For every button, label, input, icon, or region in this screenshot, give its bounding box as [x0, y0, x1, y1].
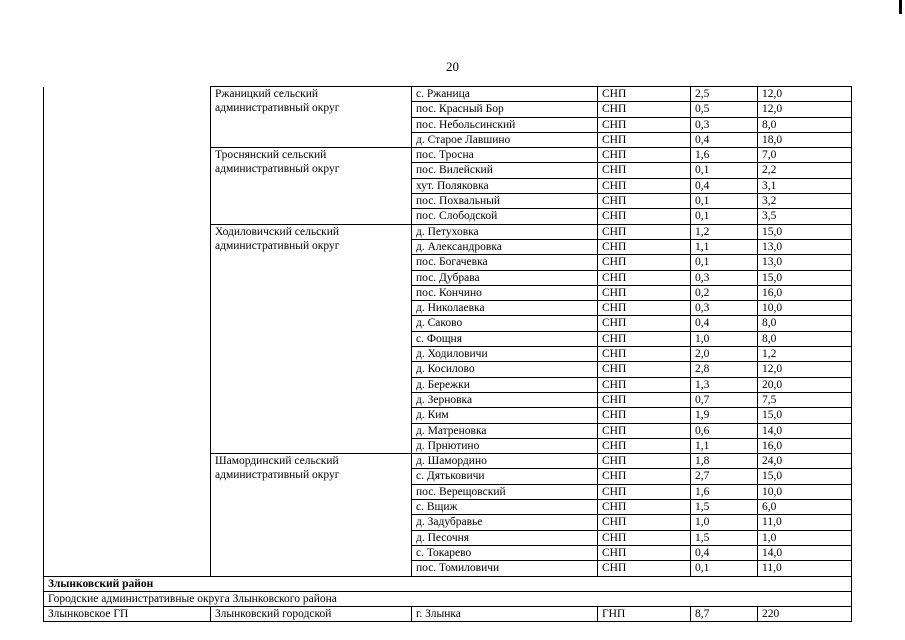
population-cell: 6,0: [758, 500, 852, 515]
population-cell: 15,0: [758, 224, 852, 239]
type-cell: СНП: [598, 454, 691, 469]
settlement-cell: пос. Слободской: [412, 209, 598, 224]
type-cell: СНП: [598, 377, 691, 392]
settlement-cell: д. Косилово: [412, 362, 598, 377]
gp-cell: Злынковское ГП: [44, 607, 211, 622]
area-cell: 0,4: [691, 545, 758, 560]
settlement-cell: д. Саково: [412, 316, 598, 331]
settlement-cell: д. Александровка: [412, 239, 598, 254]
type-cell: СНП: [598, 301, 691, 316]
area-cell: 0,4: [691, 132, 758, 147]
area-cell: 1,0: [691, 331, 758, 346]
area-cell: 0,7: [691, 392, 758, 407]
type-cell: СНП: [598, 255, 691, 270]
population-cell: 16,0: [758, 438, 852, 453]
type-cell: СНП: [598, 423, 691, 438]
population-cell: 14,0: [758, 545, 852, 560]
population-cell: 24,0: [758, 454, 852, 469]
area-cell: 0,1: [691, 163, 758, 178]
type-cell: СНП: [598, 178, 691, 193]
type-cell: СНП: [598, 132, 691, 147]
population-cell: 15,0: [758, 270, 852, 285]
settlement-cell: д. Задубравье: [412, 515, 598, 530]
area-cell: 1,0: [691, 515, 758, 530]
settlement-cell: пос. Тросна: [412, 148, 598, 163]
district-subheading: Городские административные округа Злынковского района: [44, 591, 852, 606]
type-cell: СНП: [598, 392, 691, 407]
settlement-cell: хут. Поляковка: [412, 178, 598, 193]
settlement-cell: пос. Красный Бор: [412, 102, 598, 117]
area-cell: 2,5: [691, 87, 758, 102]
population-cell: 12,0: [758, 87, 852, 102]
settlement-cell: с. Токарево: [412, 545, 598, 560]
area-cell: 1,5: [691, 530, 758, 545]
population-cell: 8,0: [758, 331, 852, 346]
type-cell: СНП: [598, 194, 691, 209]
settlement-cell: д. Ходиловичи: [412, 347, 598, 362]
district-subheading-row: [44, 591, 852, 606]
area-cell: 0,3: [691, 117, 758, 132]
settlement-cell: д. Бережки: [412, 377, 598, 392]
type-cell: СНП: [598, 239, 691, 254]
population-cell: 3,2: [758, 194, 852, 209]
population-cell: 11,0: [758, 561, 852, 576]
type-cell: СНП: [598, 484, 691, 499]
type-cell: СНП: [598, 163, 691, 178]
settlement-cell: пос. Небольсинский: [412, 117, 598, 132]
type-cell: СНП: [598, 469, 691, 484]
area-cell: 0,1: [691, 209, 758, 224]
settlement-cell: д. Николаевка: [412, 301, 598, 316]
area-cell: 1,5: [691, 500, 758, 515]
population-cell: 3,5: [758, 209, 852, 224]
settlement-cell: д. Прнютино: [412, 438, 598, 453]
area-cell: 1,6: [691, 484, 758, 499]
population-cell: 11,0: [758, 515, 852, 530]
area-cell: 0,3: [691, 301, 758, 316]
settlement-cell: д. Шамордино: [412, 454, 598, 469]
settlements-table: [43, 86, 852, 622]
type-cell: СНП: [598, 561, 691, 576]
settlement-cell: с. Фощня: [412, 331, 598, 346]
page-number: 20: [446, 59, 459, 74]
population-cell: 16,0: [758, 285, 852, 300]
area-cell: 1,8: [691, 454, 758, 469]
type-cell: СНП: [598, 515, 691, 530]
settlement-cell: с. Вщиж: [412, 500, 598, 515]
type-cell: СНП: [598, 438, 691, 453]
table-row: [44, 607, 852, 622]
population-cell: 15,0: [758, 408, 852, 423]
settlement-cell: пос. Богачевка: [412, 255, 598, 270]
area-cell: 1,9: [691, 408, 758, 423]
population-cell: 12,0: [758, 362, 852, 377]
area-cell: 0,1: [691, 561, 758, 576]
area-cell: 2,7: [691, 469, 758, 484]
area-cell: 2,0: [691, 347, 758, 362]
population-cell: 12,0: [758, 102, 852, 117]
population-cell: 10,0: [758, 301, 852, 316]
settlement-cell: г. Злынка: [412, 607, 598, 622]
type-cell: СНП: [598, 331, 691, 346]
type-cell: СНП: [598, 209, 691, 224]
population-cell: 8,0: [758, 316, 852, 331]
type-cell: СНП: [598, 500, 691, 515]
okrug-cell: Ржаницкий сельский административный округ: [211, 87, 412, 148]
type-cell: СНП: [598, 224, 691, 239]
settlement-cell: д. Матреновка: [412, 423, 598, 438]
population-cell: 3,1: [758, 178, 852, 193]
area-cell: 0,1: [691, 194, 758, 209]
type-cell: СНП: [598, 270, 691, 285]
population-cell: 18,0: [758, 132, 852, 147]
area-cell: 1,6: [691, 148, 758, 163]
settlement-cell: с. Ржаница: [412, 87, 598, 102]
area-cell: 0,5: [691, 102, 758, 117]
settlement-cell: пос. Кончино: [412, 285, 598, 300]
okrug-cell: Ходиловичский сельский административный округ: [211, 224, 412, 453]
area-cell: 1,2: [691, 224, 758, 239]
type-cell: СНП: [598, 408, 691, 423]
type-cell: СНП: [598, 530, 691, 545]
settlement-cell: пос. Верещовский: [412, 484, 598, 499]
page-edge-mark: [899, 0, 902, 14]
type-cell: СНП: [598, 102, 691, 117]
settlement-cell: пос. Дубрава: [412, 270, 598, 285]
settlement-cell: пос. Томиловичи: [412, 561, 598, 576]
population-cell: 7,0: [758, 148, 852, 163]
type-cell: СНП: [598, 347, 691, 362]
area-cell: 0,6: [691, 423, 758, 438]
population-cell: 1,0: [758, 530, 852, 545]
area-cell: 0,2: [691, 285, 758, 300]
population-cell: 8,0: [758, 117, 852, 132]
type-cell: ГНП: [598, 607, 691, 622]
population-cell: 13,0: [758, 255, 852, 270]
population-cell: 20,0: [758, 377, 852, 392]
okrug-cell: Троснянский сельский административный округ: [211, 148, 412, 224]
settlement-cell: д. Ким: [412, 408, 598, 423]
settlement-cell: пос. Вилейский: [412, 163, 598, 178]
district-cell: [44, 87, 211, 577]
population-cell: 1,2: [758, 347, 852, 362]
area-cell: 2,8: [691, 362, 758, 377]
type-cell: СНП: [598, 545, 691, 560]
type-cell: СНП: [598, 148, 691, 163]
settlement-cell: д. Петуховка: [412, 224, 598, 239]
table-row: [44, 87, 852, 102]
settlement-cell: пос. Похвальный: [412, 194, 598, 209]
okrug-cell: Шамординский сельский административный округ: [211, 454, 412, 576]
population-cell: 10,0: [758, 484, 852, 499]
type-cell: СНП: [598, 87, 691, 102]
okrug-cell: Злынковский городской: [211, 607, 412, 622]
settlement-cell: д. Песочня: [412, 530, 598, 545]
population-cell: 15,0: [758, 469, 852, 484]
area-cell: 1,3: [691, 377, 758, 392]
type-cell: СНП: [598, 316, 691, 331]
population-cell: 14,0: [758, 423, 852, 438]
area-cell: 1,1: [691, 438, 758, 453]
population-cell: 13,0: [758, 239, 852, 254]
settlement-cell: с. Дятьковичи: [412, 469, 598, 484]
type-cell: СНП: [598, 117, 691, 132]
district-heading-row: [44, 576, 852, 591]
settlement-cell: д. Зерновка: [412, 392, 598, 407]
settlement-cell: д. Старое Лавшино: [412, 132, 598, 147]
area-cell: 0,4: [691, 178, 758, 193]
area-cell: 1,1: [691, 239, 758, 254]
population-cell: 2,2: [758, 163, 852, 178]
area-cell: 0,3: [691, 270, 758, 285]
type-cell: СНП: [598, 285, 691, 300]
area-cell: 0,1: [691, 255, 758, 270]
district-heading: Злынковский район: [44, 576, 852, 591]
area-cell: 8,7: [691, 607, 758, 622]
type-cell: СНП: [598, 362, 691, 377]
population-cell: 7,5: [758, 392, 852, 407]
population-cell: 220: [758, 607, 852, 622]
area-cell: 0,4: [691, 316, 758, 331]
